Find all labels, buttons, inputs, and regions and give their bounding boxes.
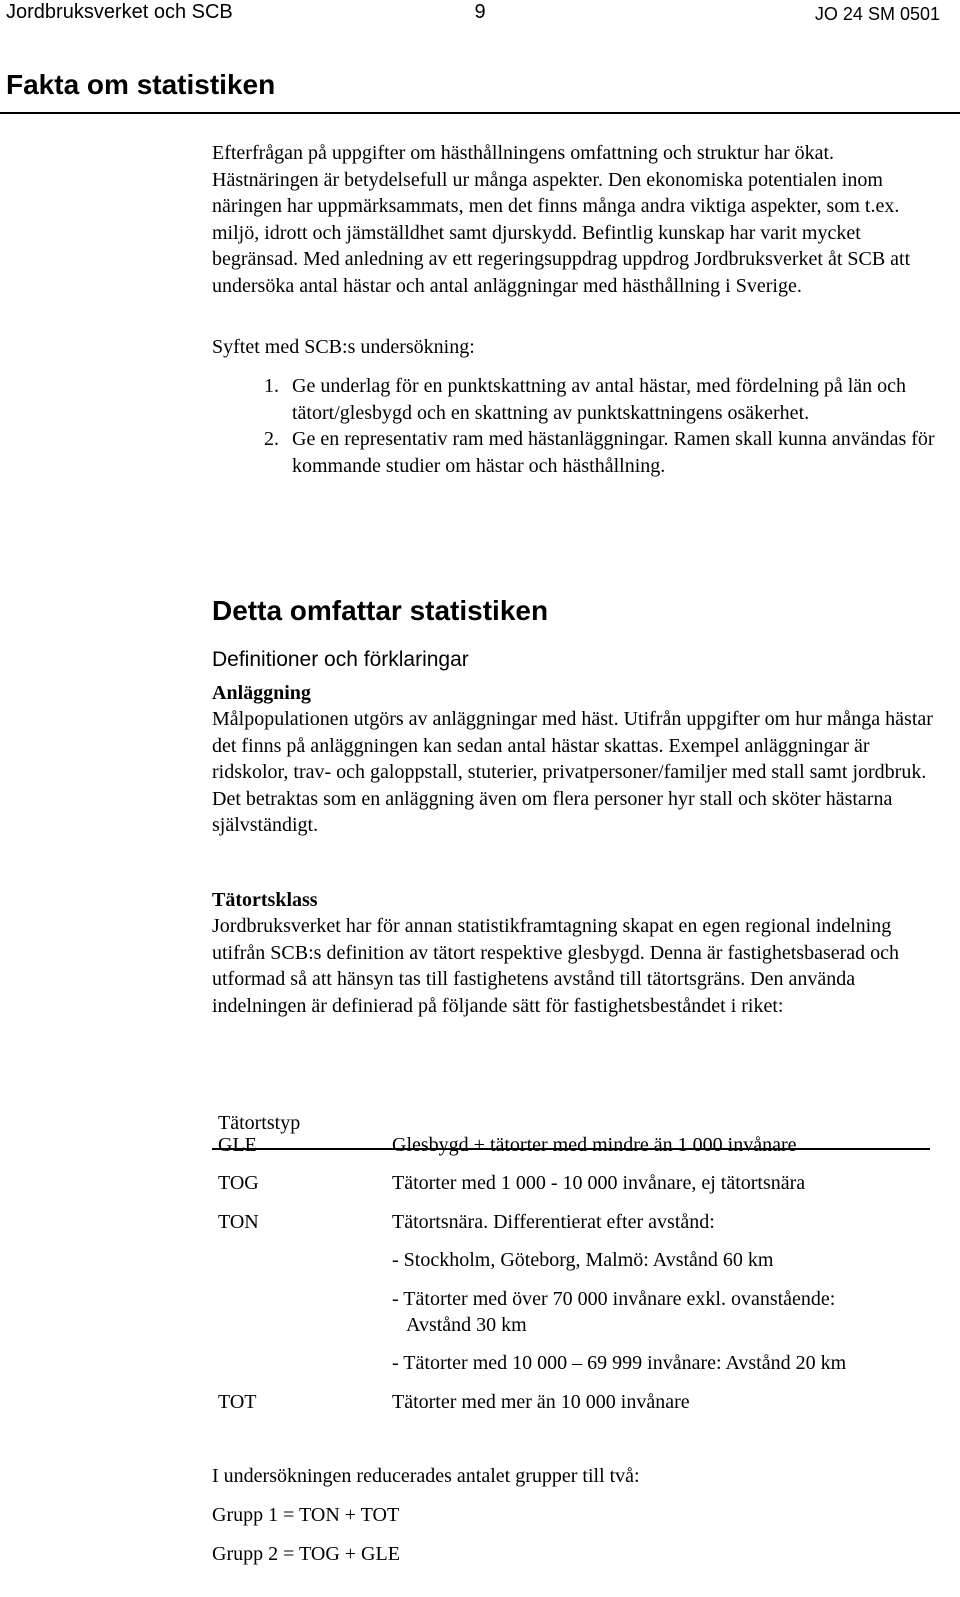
intro-paragraph: Efterfrågan på uppgifter om hästhållningens omfattning och struktur har ökat. Hästnäringen är betydelsefull ur många aspekter. Den ekonomiska potentialen inom näringen har uppmärksammats, men det finns många andra viktiga aspekter, som t.ex. miljö, idrott och jämställdhet samt djurskydd. Befintlig kunskap har varit mycket begränsad. Med anledning av ett regeringsuppdrag uppdrog Jordbruksverket åt SCB att undersöka antal hästar och antal anläggningar med hästhållning i Sverige.: [212, 142, 911, 297]
group-1: Grupp 1 = TON + TOT: [212, 1504, 400, 1526]
table-desc: Tätorter med mer än 10 000 invånare: [392, 1391, 690, 1413]
section-divider: [0, 112, 960, 114]
purpose-text: Ge en representativ ram med hästanläggningar. Ramen skall kunna användas för kommande studier om hästar och hästhållning.: [292, 428, 935, 477]
section-title-fakta: Fakta om statistiken: [6, 69, 276, 100]
table-code: TOT: [218, 1391, 257, 1413]
groups-intro: I undersökningen reducerades antalet grupper till två:: [212, 1465, 640, 1487]
purpose-intro: Syftet med SCB:s undersökning:: [212, 336, 475, 358]
table-desc: - Stockholm, Göteborg, Malmö: Avstånd 60 km: [392, 1249, 774, 1271]
subsection-title: Definitioner och förklaringar: [212, 648, 469, 671]
table-caption: Tätortstyp: [218, 1112, 301, 1134]
table-code: GLE: [218, 1134, 257, 1156]
purpose-item-2: [212, 426, 942, 479]
running-header-left: Jordbruksverket och SCB: [6, 1, 233, 23]
report-id: JO 24 SM 0501: [814, 4, 940, 24]
anlaggning-paragraph: Målpopulationen utgörs av anläggningar med häst. Utifrån uppgifter om hur många hästar det finns på anläggningen kan sedan antal hästar skattas. Exempel anläggningar är ridskolor, trav- och galoppstall, stuterier, privatpersoner/familjer med stall samt jordbruk. Det betraktas som en anläggning även om flera personer hyr stall och sköter hästarna självständigt.: [212, 708, 933, 836]
purpose-item-1: [212, 373, 942, 426]
purpose-text: Ge underlag för en punktskattning av antal hästar, med fördelning på län och tätort/glesbygd och en skattning av punktskattningens osäkerhet.: [292, 375, 907, 424]
tatortsklass-heading: Tätortsklass: [212, 889, 318, 911]
table-desc: Tätortsnära. Differentierat efter avstånd:: [392, 1211, 715, 1233]
table-desc: - Tätorter med 10 000 – 69 999 invånare: Avstånd 20 km: [392, 1352, 847, 1374]
section-title-omfattar: Detta omfattar statistiken: [212, 595, 549, 626]
table-desc-line: Avstånd 30 km: [406, 1314, 527, 1336]
table-desc: Tätorter med 1 000 - 10 000 invånare, ej tätortsnära: [392, 1172, 806, 1194]
group-2: Grupp 2 = TOG + GLE: [212, 1543, 400, 1565]
purpose-number: 2.: [264, 428, 279, 450]
table-desc-line: - Tätorter med över 70 000 invånare exkl. ovanstående:: [392, 1288, 836, 1310]
anlaggning-heading: Anläggning: [212, 682, 311, 704]
purpose-list: [212, 373, 942, 479]
table-code: TON: [218, 1211, 259, 1233]
tatortsklass-paragraph: Jordbruksverket har för annan statistikframtagning skapat en egen regional indelning utifrån SCB:s definition av tätort respektive glesbygd. Denna är fastighetsbaserad och utformad så att hänsyn tas till fastighetens avstånd till tätortsgräns. Den använda indelningen är definierad på följande sätt för fastighetsbeståndet i riket:: [212, 915, 900, 1017]
table-desc: Glesbygd + tätorter med mindre än 1 000 invånare: [392, 1134, 797, 1156]
table-code: TOG: [218, 1172, 259, 1194]
purpose-number: 1.: [264, 375, 279, 397]
table-desc: [392, 1286, 932, 1338]
page-number: 9: [474, 1, 486, 23]
